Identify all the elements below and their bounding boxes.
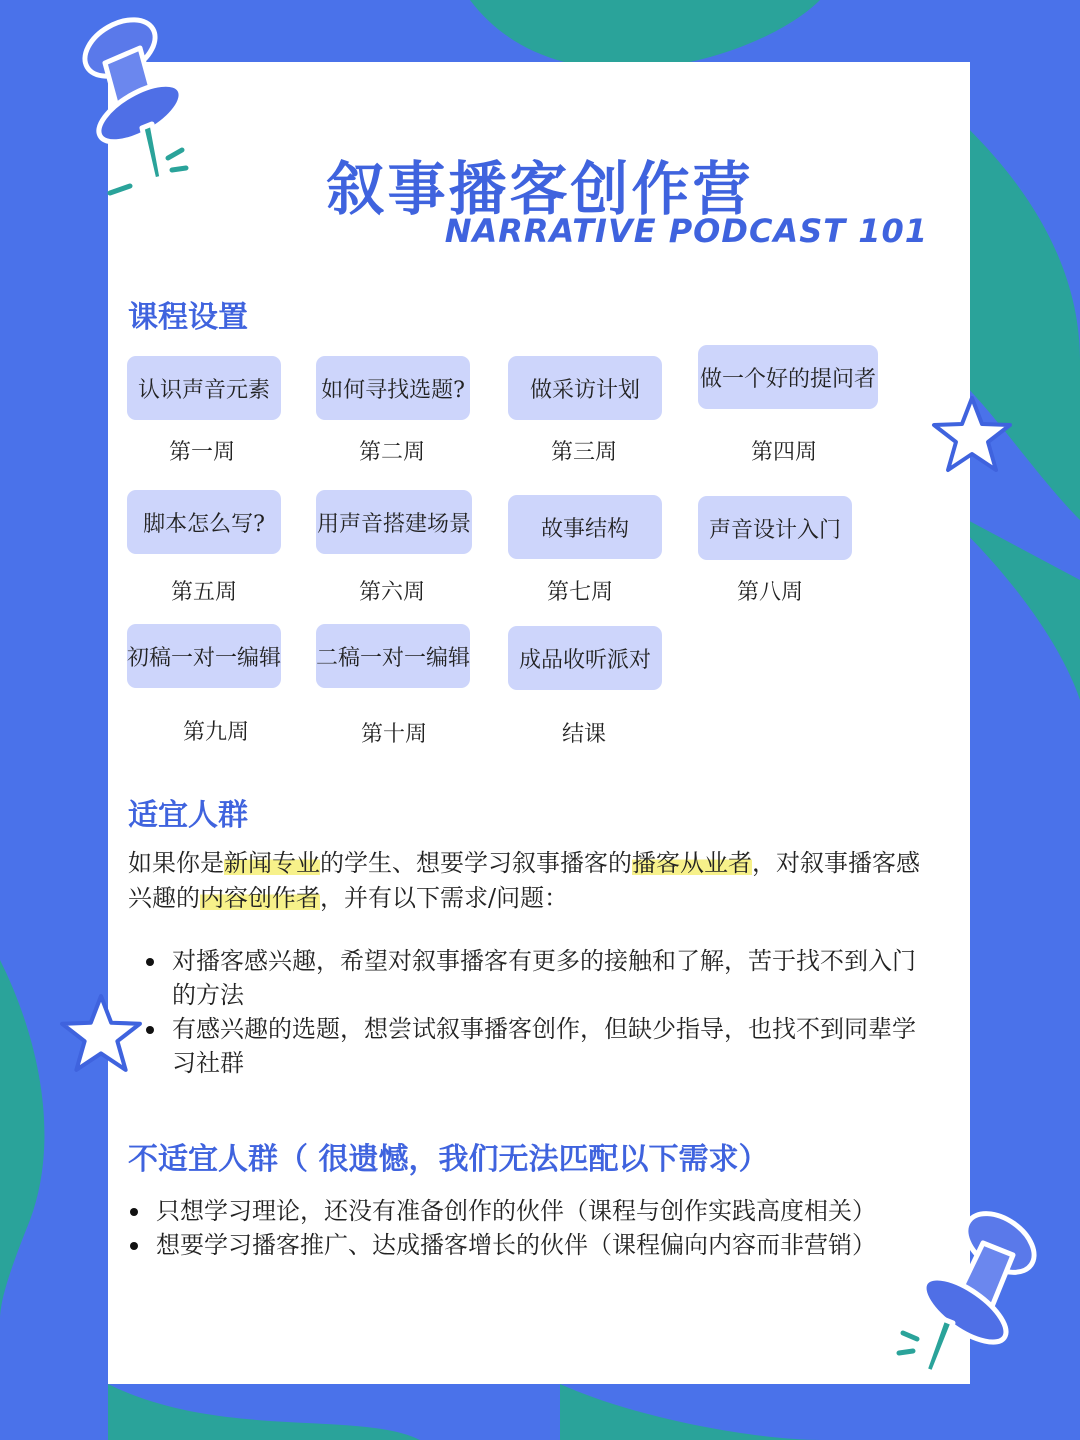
course-week: 结课 [561, 722, 606, 747]
page-title: 叙事播客创作营 [326, 155, 754, 223]
course-week: 第四周 [750, 440, 817, 465]
course-week: 第六周 [358, 580, 425, 605]
course-topic: 初稿一对一编辑 [127, 624, 281, 688]
list-item: 有感兴趣的选题，想尝试叙事播客创作，但缺少指导，也找不到同辈学习社群 [146, 1012, 936, 1080]
course-topic: 故事结构 [508, 495, 662, 559]
list-item: 想要学习播客推广、达成播客增长的伙伴（课程偏向内容而非营销） [130, 1228, 930, 1262]
highlight: 新闻专业 [224, 849, 320, 877]
suitable-intro: 如果你是新闻专业的学生、想要学习叙事播客的播客从业者，对叙事播客感兴趣的内容创作者，并有以下需求/问题： [128, 849, 920, 912]
course-topic: 做采访计划 [508, 356, 662, 420]
list-item: 只想学习理论，还没有准备创作的伙伴（课程与创作实践高度相关） [130, 1194, 930, 1228]
highlight: 内容创作者 [200, 884, 320, 912]
course-topic: 二稿一对一编辑 [316, 624, 470, 688]
star-icon [930, 392, 1014, 476]
list-item: 对播客感兴趣，希望对叙事播客有更多的接触和了解，苦于找不到入门的方法 [146, 944, 936, 1012]
course-week: 第十周 [360, 722, 427, 747]
course-topic: 如何寻找选题? [316, 356, 470, 420]
highlight: 播客从业者 [632, 849, 752, 877]
course-week: 第九周 [182, 720, 249, 745]
course-topic: 声音设计入门 [698, 496, 852, 560]
course-topic: 用声音搭建场景 [316, 490, 472, 554]
course-week: 第七周 [546, 580, 613, 605]
course-week: 第二周 [358, 440, 425, 465]
course-week: 第五周 [170, 580, 237, 605]
star-icon [58, 990, 144, 1076]
course-week: 第一周 [168, 440, 235, 465]
course-week: 第三周 [550, 440, 617, 465]
course-topic: 脚本怎么写? [127, 490, 281, 554]
suitable-heading: 适宜人群 [128, 798, 248, 833]
course-week: 第八周 [736, 580, 803, 605]
curriculum-heading: 课程设置 [128, 300, 248, 335]
course-topic: 成品收听派对 [508, 626, 662, 690]
unsuitable-heading: 不适宜人群（ 很遗憾，我们无法匹配以下需求） [128, 1142, 769, 1177]
page-subtitle: NARRATIVE PODCAST 101 [444, 212, 928, 250]
course-topic: 做一个好的提问者 [698, 345, 878, 409]
unsuitable-list [130, 1194, 930, 1262]
course-topic: 认识声音元素 [127, 356, 281, 420]
suitable-list [146, 944, 936, 1080]
